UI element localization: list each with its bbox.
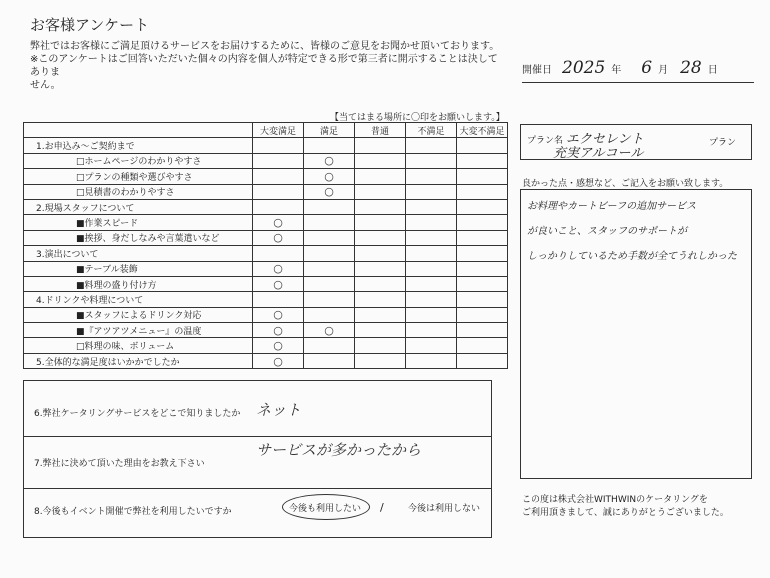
rating-cell[interactable] [406,338,457,353]
q6-row [24,381,491,437]
category-label: 3.演出について [36,249,99,260]
question-cell [24,353,253,368]
question-cell [24,292,253,307]
intro-line: 弊社ではお客様にご満足頂けるサービスをお届けするために、皆様のご意見をお聞かせ頂いております。 [30,41,500,52]
rating-cell[interactable] [253,184,304,199]
rating-cell[interactable] [457,307,508,322]
question-label: □料理の味、ボリューム [76,342,175,353]
event-date [522,58,718,78]
q8-option-yes: 今後も利用したい [289,504,362,514]
column-header: 大変不満足 [457,123,508,138]
question-cell [24,230,253,245]
thanks-note [522,494,729,520]
comment-line: お料理やカートビーフの追加サービス [527,201,697,212]
rating-cell[interactable] [304,338,355,353]
rating-mark: ○ [273,308,283,322]
rating-cell[interactable] [457,215,508,230]
rating-cell[interactable] [457,153,508,168]
rating-cell[interactable] [253,153,304,168]
instruction-note: 【当てはまる場所に〇印をお願いします。】 [330,113,505,123]
q7-label: 7.弊社に決めて頂いた理由をお教え下さい [34,459,205,469]
rating-row [24,338,508,353]
rating-row [24,184,508,199]
question-header [24,123,253,138]
rating-row [24,138,508,153]
rating-row [24,292,508,307]
comment-line: が良いこと、スタッフのサポートが [527,226,687,237]
rating-row [24,169,508,184]
rating-cell[interactable] [406,230,457,245]
rating-cell[interactable] [355,246,406,261]
rating-cell[interactable] [406,169,457,184]
rating-cell[interactable] [457,276,508,291]
column-header: 満足 [304,123,355,138]
question-label: ■スタッフによるドリンク対応 [76,311,202,322]
rating-row [24,307,508,322]
rating-cell[interactable] [253,261,304,276]
intro-text [30,40,500,92]
rating-cell[interactable] [355,184,406,199]
rating-cell[interactable] [304,169,355,184]
date-month-unit: 月 [658,65,669,76]
rating-mark: ○ [273,262,283,276]
rating-cell[interactable] [253,230,304,245]
rating-cell[interactable] [253,246,304,261]
rating-cell[interactable] [304,307,355,322]
rating-cell[interactable] [406,138,457,153]
q8-label: 8.今後もイベント開催で弊社を利用したいですか [34,507,232,517]
rating-table [23,122,508,369]
rating-cell[interactable] [355,138,406,153]
rating-cell[interactable] [406,323,457,338]
rating-cell[interactable] [457,323,508,338]
question-cell [24,153,253,168]
rating-body [24,138,508,369]
q8-separator: / [380,501,384,514]
date-label: 開催日 [522,65,552,76]
column-header: 不満足 [406,123,457,138]
question-label: □プランの種類や選びやすさ [76,172,193,183]
date-underline [522,82,754,83]
rating-row [24,323,508,338]
category-label: 4.ドリンクや料理について [36,295,144,306]
rating-cell[interactable] [304,230,355,245]
question-label: ■『アツアツメニュー』の温度 [76,326,202,337]
rating-cell[interactable] [355,292,406,307]
rating-cell[interactable] [253,292,304,307]
rating-row [24,230,508,245]
intro-line: せん。 [30,80,61,91]
rating-cell[interactable] [457,199,508,214]
rating-mark: ○ [324,323,334,337]
plan-label: プラン名 [527,136,564,146]
rating-cell[interactable] [457,169,508,184]
rating-cell[interactable] [355,353,406,368]
rating-cell[interactable] [304,138,355,153]
survey-title: お客様アンケート [30,16,150,34]
question-cell [24,307,253,322]
rating-cell[interactable] [253,138,304,153]
plan-name-2: 充実アルコール [553,146,644,161]
rating-cell[interactable] [253,307,304,322]
plan-box [520,124,752,160]
rating-cell[interactable] [253,169,304,184]
rating-row [24,215,508,230]
rating-cell[interactable] [253,276,304,291]
plan-suffix: プラン [709,138,737,148]
rating-cell[interactable] [355,261,406,276]
q8-option-no: 今後は利用しない [408,504,481,514]
category-label: 1.お申込み～ご契約まで [36,142,135,153]
rating-mark: ○ [273,339,283,353]
rating-cell[interactable] [406,353,457,368]
q7-row [24,436,491,489]
question-label: ■料理の盛り付け方 [76,280,157,291]
date-day: 28 [680,58,702,78]
rating-cell[interactable] [406,199,457,214]
rating-cell[interactable] [304,184,355,199]
rating-row [24,153,508,168]
rating-cell[interactable] [406,307,457,322]
rating-cell[interactable] [457,246,508,261]
rating-cell[interactable] [304,261,355,276]
rating-cell[interactable] [253,323,304,338]
q6-answer: ネット [256,401,302,419]
rating-cell[interactable] [355,230,406,245]
rating-mark: ○ [273,354,283,368]
question-label: ■テーブル装飾 [76,265,138,276]
rating-row [24,353,508,368]
free-answer-section [23,380,492,538]
question-cell [24,323,253,338]
rating-mark: ○ [324,185,334,199]
rating-cell[interactable] [355,276,406,291]
rating-cell[interactable] [355,169,406,184]
rating-mark: ○ [273,323,283,337]
question-label: □見積書のわかりやすさ [76,188,175,199]
question-cell [24,261,253,276]
question-cell [24,215,253,230]
intro-line: ※このアンケートはご回答いただいた個々の内容を個人が特定できる形で第三者に開示することは決してありま [30,54,498,78]
comment-box [520,189,752,479]
rating-cell[interactable] [457,292,508,307]
q7-answer: サービスが多かったから [256,441,422,459]
question-cell [24,276,253,291]
rating-row [24,276,508,291]
rating-header-row [24,123,508,138]
rating-row [24,261,508,276]
rating-cell[interactable] [253,338,304,353]
rating-cell[interactable] [406,261,457,276]
rating-cell[interactable] [355,199,406,214]
date-year-unit: 年 [611,65,622,76]
rating-cell[interactable] [355,338,406,353]
q6-label: 6.弊社ケータリングサービスをどこで知りましたか [34,409,241,419]
question-cell [24,138,253,153]
rating-cell[interactable] [406,215,457,230]
rating-cell[interactable] [304,323,355,338]
rating-cell[interactable] [406,292,457,307]
rating-cell[interactable] [457,353,508,368]
column-header: 大変満足 [253,123,304,138]
rating-mark: ○ [273,231,283,245]
rating-cell[interactable] [355,215,406,230]
rating-row [24,199,508,214]
comment-line: しっかりしているため手数が全てうれしかった [527,251,737,262]
rating-cell[interactable] [253,353,304,368]
question-cell [24,246,253,261]
comment-heading: 良かった点・感想など、ご記入をお願い致します。 [522,179,729,189]
rating-cell[interactable] [355,153,406,168]
rating-cell[interactable] [457,138,508,153]
rating-mark: ○ [273,216,283,230]
rating-cell[interactable] [457,230,508,245]
rating-cell[interactable] [304,292,355,307]
rating-mark: ○ [324,169,334,183]
question-cell [24,338,253,353]
rating-cell[interactable] [355,323,406,338]
rating-cell[interactable] [304,276,355,291]
rating-cell[interactable] [406,276,457,291]
question-cell [24,169,253,184]
rating-cell[interactable] [457,184,508,199]
rating-cell[interactable] [304,246,355,261]
question-label: ■挨拶、身だしなみや言葉遣いなど [76,234,220,245]
plan-name-1: エクセレント [565,132,644,147]
category-label: 5.全体的な満足度はいかかでしたか [36,357,180,368]
category-label: 2.現場スタッフについて [36,203,135,214]
q8-row [24,488,491,537]
rating-cell[interactable] [253,199,304,214]
rating-mark: ○ [273,277,283,291]
question-cell [24,199,253,214]
rating-row [24,246,508,261]
question-label: □ホームページのわかりやすさ [76,157,202,168]
thanks-line: ご利用頂きまして、誠にありがとうございました。 [522,508,729,518]
question-cell [24,184,253,199]
rating-cell[interactable] [304,353,355,368]
date-day-unit: 日 [707,65,718,76]
question-label: ■作業スピード [76,219,139,230]
thanks-line: この度は株式会社WITHWINのケータリングを [522,495,708,505]
date-year: 2025 [562,58,606,78]
date-month: 6 [641,58,653,78]
rating-cell[interactable] [304,153,355,168]
rating-cell[interactable] [457,261,508,276]
rating-cell[interactable] [406,246,457,261]
rating-cell[interactable] [457,338,508,353]
rating-cell[interactable] [304,199,355,214]
column-header: 普通 [355,123,406,138]
rating-cell[interactable] [355,307,406,322]
rating-cell[interactable] [253,215,304,230]
rating-cell[interactable] [406,184,457,199]
rating-cell[interactable] [304,215,355,230]
rating-cell[interactable] [406,153,457,168]
rating-mark: ○ [324,154,334,168]
